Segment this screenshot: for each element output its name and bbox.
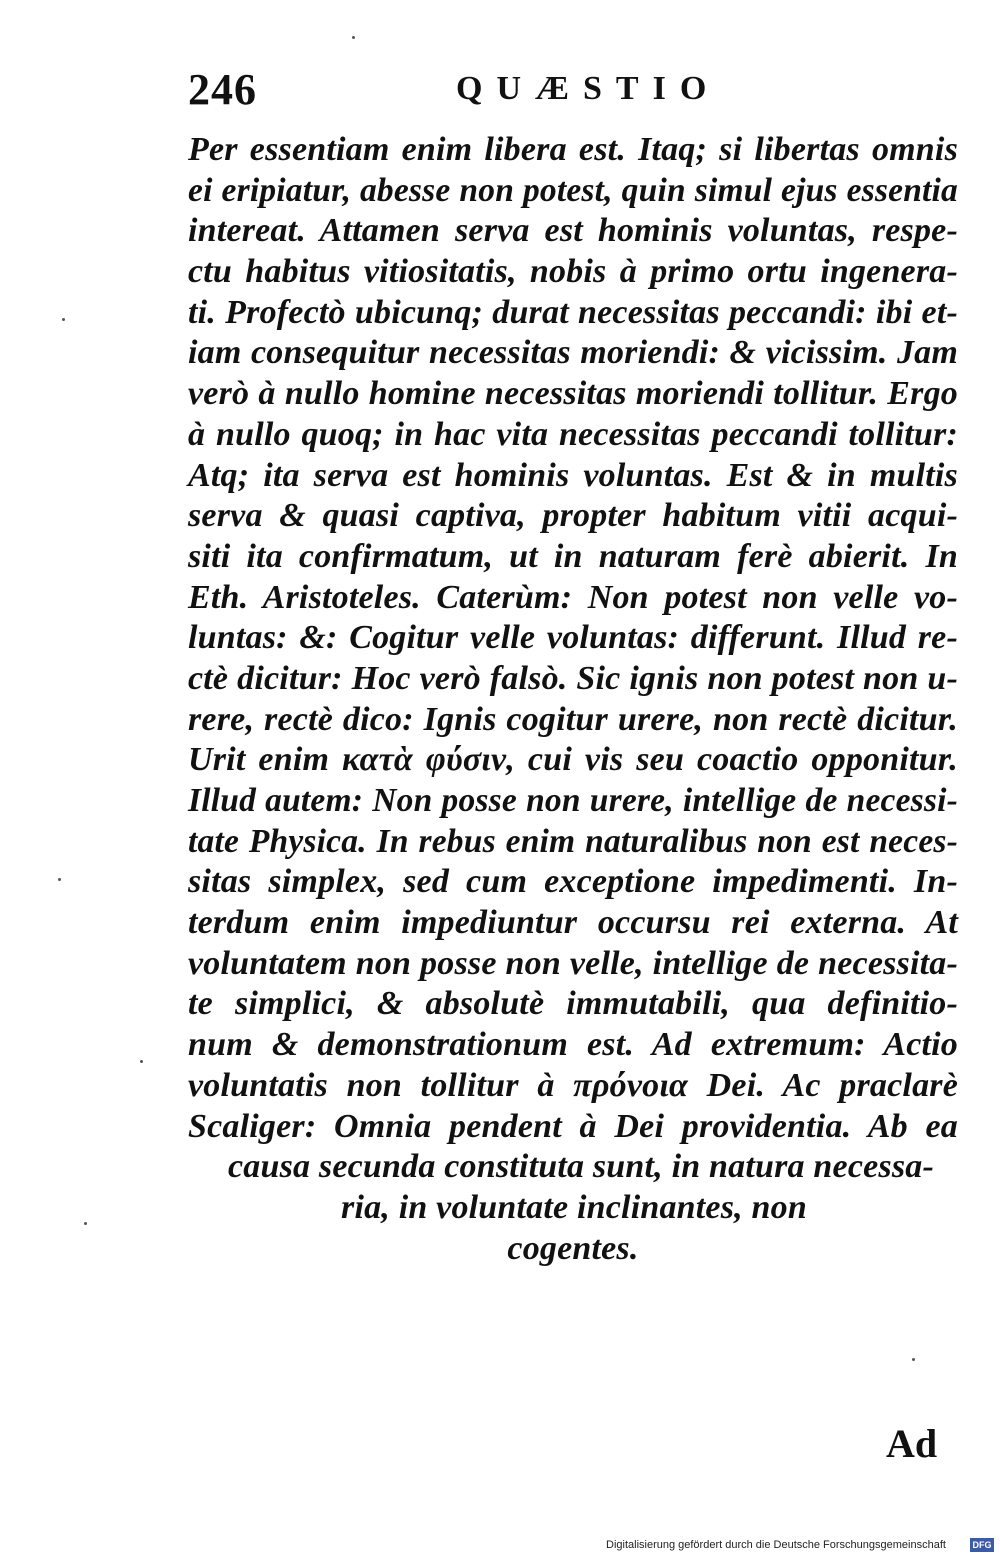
- text-line: Urit enim κατὰ φύσιν, cui vis seu coactio opponitur.: [188, 741, 958, 779]
- digitization-credit: Digitalisierung gefördert durch die Deutsche Forschungsgemeinschaft: [606, 1539, 946, 1551]
- body-text: [188, 130, 958, 1269]
- text-line-tapered: causa secunda constituta sunt, in natura necessa-: [227, 1148, 934, 1186]
- text-line: à nullo quoq; in hac vita necessitas peccandi tollitur:: [188, 415, 958, 453]
- text-line: siti ita confirmatum, ut in naturam ferè abierit. In: [188, 537, 958, 575]
- running-head: QUÆSTIO: [456, 70, 721, 107]
- paper-speck: [84, 1222, 87, 1225]
- text-line: ctu habitus vitiositatis, nobis à primo ortu ingenera-: [188, 253, 958, 291]
- text-line-tapered: ria, in voluntate inclinantes, non: [341, 1188, 807, 1226]
- text-line: Eth. Aristoteles. Caterùm: Non potest non velle vo-: [188, 578, 958, 616]
- text-line: iam consequitur necessitas moriendi: & vicissim. Jam: [188, 334, 958, 372]
- text-line: serva & quasi captiva, propter habitum vitii acqui-: [188, 497, 958, 535]
- text-line: Illud autem: Non posse non urere, intellige de necessi-: [188, 782, 958, 819]
- text-line: rere, rectè dico: Ignis cogitur urere, non rectè dicitur.: [188, 700, 958, 738]
- text-line: ctè dicitur: Hoc verò falsò. Sic ignis non potest non u-: [188, 659, 958, 697]
- text-line: ti. Profectò ubicunq; durat necessitas peccandi: ibi et-: [188, 293, 958, 331]
- paper-speck: [912, 1358, 915, 1361]
- catchword: Ad: [886, 1421, 938, 1466]
- page-header: [188, 64, 748, 124]
- paper-speck: [140, 1060, 143, 1063]
- text-line: intereat. Attamen serva est hominis voluntas, respe-: [188, 212, 958, 250]
- text-line: verò à nullo homine necessitas moriendi tollitur. Ergo: [188, 375, 958, 413]
- text-line: Per essentiam enim libera est. Itaq; si libertas omnis: [188, 131, 958, 168]
- dfg-logo-icon: DFG: [970, 1538, 994, 1552]
- text-line-final: cogentes.: [507, 1229, 639, 1267]
- text-line: te simplici, & absolutè immutabili, qua definitio-: [188, 985, 958, 1023]
- paper-speck: [62, 318, 65, 321]
- text-line: terdum enim impediuntur occursu rei externa. At: [188, 904, 958, 942]
- text-line: ei eripiatur, abesse non potest, quin simul ejus essentia: [188, 171, 958, 209]
- text-line: luntas: &: Cogitur velle voluntas: differunt. Illud re-: [188, 619, 958, 657]
- text-line: voluntatis non tollitur à πρόνοια Dei. Ac praclarè: [188, 1066, 958, 1104]
- text-line: Atq; ita serva est hominis voluntas. Est & in multis: [188, 456, 958, 494]
- page-number: 246: [188, 65, 257, 114]
- text-line: num & demonstrationum est. Ad extremum: Actio: [188, 1026, 958, 1064]
- text-line: tate Physica. In rebus enim naturalibus non est neces-: [188, 822, 958, 860]
- text-line: Scaliger: Omnia pendent à Dei providentia. Ab ea: [188, 1107, 958, 1145]
- text-line: voluntatem non posse non velle, intellige de necessita-: [188, 944, 958, 982]
- text-line: sitas simplex, sed cum exceptione impedimenti. In-: [188, 863, 958, 901]
- paper-speck: [58, 878, 61, 881]
- paper-speck: [352, 36, 355, 39]
